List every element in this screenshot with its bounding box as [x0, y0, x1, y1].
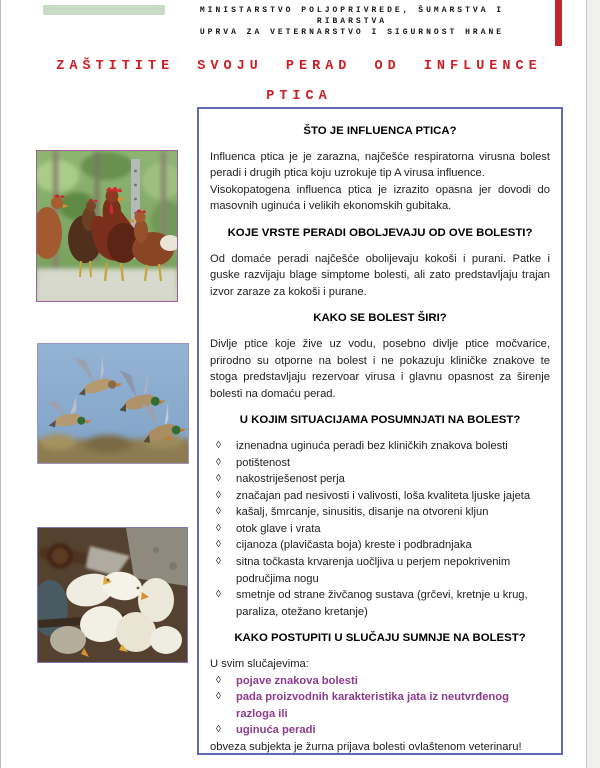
diamond-bullet-icon: ◊: [216, 556, 221, 568]
symptom-item: ◊ smetnje od strane živčanog sustava (grčevi, kretnje u krug, paraliza, otežano kretanje): [216, 587, 550, 620]
ministry-header: [168, 5, 536, 38]
paragraph-what-is-1: Influenca ptica je je zarazna, najčešće respiratorna virusna bolest peradi i drugih ptica koju uzrokuje tip A virusa influence.: [210, 150, 550, 180]
diamond-bullet-icon: ◊: [216, 724, 221, 736]
diamond-bullet-icon: ◊: [216, 506, 221, 518]
paragraph-species: Od domaće peradi najčešće obolijevaju kokoši i purani. Patke i guske razvijaju blage simptome bolesti, ali zato predstavljaju trajan izvor zaraze za kokoši i purane.: [210, 252, 550, 298]
symptom-item: ◊ cijanoza (plavičasta boja) kreste i podbradnjaka: [216, 537, 550, 554]
photo-chickens: [36, 150, 178, 302]
section-heading-what-is: ŠTO JE INFLUENCA PTICA?: [303, 125, 457, 137]
diamond-bullet-icon: ◊: [216, 589, 221, 601]
header-red-bar: [555, 0, 562, 46]
diamond-bullet-icon: ◊: [216, 489, 221, 501]
document-title: [10, 52, 588, 112]
action-list: [210, 673, 550, 739]
header-green-bar: [43, 5, 165, 15]
diamond-bullet-icon: ◊: [216, 539, 221, 551]
diamond-bullet-icon: ◊: [216, 456, 221, 468]
ministry-line-2: RIBARSTVA: [316, 17, 388, 26]
section-heading-species: KOJE VRSTE PERADI OBOLJEVAJU OD OVE BOLESTI?: [227, 226, 533, 239]
symptom-item: ◊ kašalj, šmrcanje, sinusitis, disanje na otvoreni kljun: [216, 504, 550, 521]
diamond-bullet-icon: ◊: [216, 439, 221, 451]
action-item: ◊ pojave znakova bolesti: [216, 673, 550, 690]
diamond-bullet-icon: ◊: [216, 522, 221, 534]
symptom-item: ◊ nakostriješenost perja: [216, 471, 550, 488]
ministry-line-1: MINISTARSTVO POLJOPRIVREDE, ŠUMARSTVA I: [199, 6, 505, 15]
document-title-line-1: ZAŠTITITE SVOJU PERAD OD INFLUENCE: [56, 59, 542, 74]
diamond-bullet-icon: ◊: [216, 691, 221, 703]
diamond-bullet-icon: ◊: [216, 674, 221, 686]
section-heading-suspect: U KOJIM SITUACIJAMA POSUMNJATI NA BOLEST?: [239, 414, 521, 427]
diamond-bullet-icon: ◊: [216, 473, 221, 485]
photo-dead-poultry: [37, 527, 188, 663]
section-heading-action: KAKO POSTUPITI U SLUČAJU SUMNJE NA BOLEST?: [234, 632, 526, 645]
action-item: ◊ uginuća peradi: [216, 722, 550, 739]
page-left-edge-line: [0, 0, 1, 768]
symptom-list: [210, 438, 550, 621]
symptom-item: ◊ otok glave i vrata: [216, 521, 550, 538]
action-intro: U svim slučajevima:: [210, 658, 309, 671]
page-right-margin: [587, 0, 600, 768]
content-box: [197, 107, 563, 755]
paragraph-spread: Divlje ptice koje žive uz vodu, posebno divlje ptice močvarice, prirodno su otporne na bolest i ne pokazuju kliničke znakove te stoga predstavljaju rezervoar virusa i glavnu opasnost za širenje bolesti na domaću perad.: [210, 337, 550, 400]
symptom-item: ◊ sitna točkasta krvarenja uočljiva u perjem nepokrivenim područjima nogu: [216, 554, 550, 587]
page-right-edge-line: [586, 0, 587, 768]
document-title-line-2: PTICA: [266, 89, 332, 104]
symptom-item: ◊ iznenadna uginuća peradi bez kliničkih znakova bolesti: [216, 438, 550, 455]
section-heading-spread: KAKO SE BOLEST ŠIRI?: [313, 312, 447, 325]
action-item: ◊ pada proizvodnih karakteristika jata iz neutvrđenog razloga ili: [216, 689, 550, 722]
symptom-item: ◊ potištenost: [216, 455, 550, 472]
photo-ducks: [37, 343, 189, 464]
paragraph-what-is-2: Visokopatogena influenca ptica je izrazito opasna jer dovodi do masovnih uginuća i velikih ekonomskih gubitaka.: [210, 183, 550, 213]
action-outro: obveza subjekta je žurna prijava bolesti ovlaštenom veterinaru!: [210, 741, 522, 753]
ministry-line-3: UPRVA ZA VETERNARSTVO I SIGURNOST HRANE: [199, 28, 505, 37]
symptom-item: ◊ značajan pad nesivosti i valivosti, loša kvaliteta ljuske jajeta: [216, 488, 550, 505]
